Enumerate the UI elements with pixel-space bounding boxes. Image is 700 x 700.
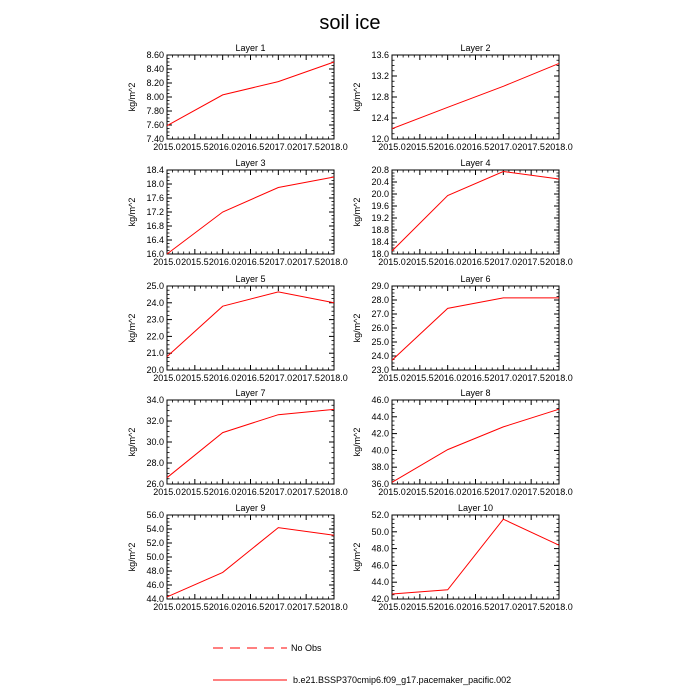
x-tick-label: 2016.5 [236, 373, 265, 383]
x-tick-label: 2015.0 [378, 487, 406, 497]
y-tick-label: 25.0 [146, 281, 164, 291]
x-tick-label: 2017.5 [292, 142, 320, 152]
y-axis-label: kg/m^2 [352, 542, 362, 572]
y-tick-label: 16.4 [146, 235, 164, 245]
y-tick-label: 7.60 [146, 120, 164, 130]
y-tick-label: 46.0 [371, 560, 389, 571]
y-tick-label: 42.0 [371, 594, 389, 604]
series-line [392, 519, 559, 594]
plot-frame [392, 170, 559, 254]
y-tick-label: 50.0 [371, 526, 389, 537]
panel-layer-3 [127, 158, 348, 267]
x-tick-label: 2017.5 [292, 257, 320, 267]
x-tick-label: 2015.0 [153, 373, 181, 383]
y-tick-label: 56.0 [146, 510, 164, 520]
x-tick-label: 2016.5 [461, 257, 490, 267]
panel-layer-5 [127, 274, 348, 383]
x-tick-label: 2016.5 [236, 257, 265, 267]
y-tick-label: 8.20 [146, 78, 164, 88]
x-tick-label: 2017.0 [489, 602, 518, 612]
series-line [167, 177, 334, 254]
x-tick-label: 2017.0 [264, 602, 293, 612]
x-tick-label: 2016.0 [208, 142, 237, 152]
y-tick-label: 18.0 [146, 179, 164, 189]
y-axis-label: kg/m^2 [127, 313, 137, 343]
x-tick-label: 2018.0 [545, 602, 573, 612]
x-tick-label: 2015.5 [181, 602, 209, 612]
x-tick-label: 2015.0 [378, 257, 406, 267]
y-tick-label: 40.0 [371, 445, 389, 456]
x-tick-label: 2015.5 [406, 487, 434, 497]
x-tick-label: 2016.0 [433, 373, 462, 383]
plot-frame [167, 55, 334, 139]
panel-layer-6 [352, 274, 573, 383]
y-tick-label: 16.0 [146, 249, 164, 259]
legend-label-no-obs: No Obs [291, 643, 322, 653]
y-tick-label: 20.0 [146, 365, 164, 375]
x-tick-label: 2016.5 [461, 602, 490, 612]
y-tick-label: 34.0 [146, 395, 164, 405]
x-tick-label: 2018.0 [320, 142, 348, 152]
y-tick-label: 23.0 [146, 314, 164, 325]
y-tick-label: 20.4 [371, 177, 389, 187]
y-axis-label: kg/m^2 [127, 82, 137, 112]
y-tick-label: 12.0 [371, 134, 389, 144]
x-tick-label: 2015.0 [378, 373, 406, 383]
y-tick-label: 24.0 [146, 297, 164, 308]
y-tick-label: 42.0 [371, 428, 389, 439]
panel-layer-8 [352, 388, 573, 497]
y-tick-label: 25.0 [371, 337, 389, 347]
x-tick-label: 2015.5 [181, 257, 209, 267]
x-tick-label: 2018.0 [320, 257, 348, 267]
y-tick-label: 13.6 [371, 50, 389, 60]
panel-layer-4 [352, 158, 573, 267]
x-tick-label: 2017.5 [292, 373, 320, 383]
y-tick-label: 38.0 [371, 462, 389, 473]
series-line [392, 172, 559, 252]
y-axis-label: kg/m^2 [352, 197, 362, 227]
y-tick-label: 8.00 [146, 92, 164, 102]
x-tick-label: 2018.0 [545, 142, 573, 152]
x-tick-label: 2017.0 [264, 142, 293, 152]
y-tick-label: 13.2 [371, 71, 389, 81]
panel-layer-1 [127, 43, 348, 152]
y-tick-label: 46.0 [146, 580, 164, 590]
y-tick-label: 18.0 [371, 249, 389, 259]
y-tick-label: 48.0 [146, 566, 164, 576]
x-tick-label: 2016.0 [208, 373, 237, 383]
x-tick-label: 2018.0 [320, 487, 348, 497]
y-tick-label: 30.0 [146, 437, 164, 447]
plot-frame [167, 170, 334, 254]
series-line [167, 409, 334, 477]
y-tick-label: 23.0 [371, 365, 389, 375]
plot-frame [392, 400, 559, 484]
y-axis-label: kg/m^2 [352, 313, 362, 343]
y-tick-label: 18.8 [371, 225, 389, 235]
x-tick-label: 2015.0 [378, 142, 406, 152]
x-tick-label: 2016.5 [236, 487, 265, 497]
y-tick-label: 17.2 [146, 207, 164, 217]
y-tick-label: 19.2 [371, 213, 389, 223]
y-tick-label: 20.8 [371, 165, 389, 175]
y-tick-label: 50.0 [146, 552, 164, 562]
panel-title: Layer 1 [235, 43, 266, 53]
x-tick-label: 2015.5 [406, 142, 434, 152]
x-tick-label: 2016.5 [461, 373, 490, 383]
y-tick-label: 27.0 [371, 309, 389, 319]
y-tick-label: 28.0 [146, 458, 164, 468]
y-tick-label: 22.0 [146, 331, 164, 342]
y-tick-label: 52.0 [371, 510, 389, 520]
panel-layer-9 [127, 503, 348, 612]
x-tick-label: 2017.0 [489, 487, 518, 497]
plot-frame [167, 400, 334, 484]
x-tick-label: 2015.5 [406, 373, 434, 383]
panel-title: Layer 4 [460, 158, 491, 168]
x-tick-label: 2016.0 [208, 487, 237, 497]
y-tick-label: 26.0 [146, 479, 164, 489]
y-tick-label: 26.0 [371, 323, 389, 333]
y-tick-label: 7.80 [146, 106, 164, 116]
x-tick-label: 2015.0 [153, 602, 181, 612]
panel-layer-10 [352, 503, 573, 612]
x-tick-label: 2017.5 [292, 487, 320, 497]
x-tick-label: 2017.0 [489, 257, 518, 267]
y-tick-label: 20.0 [371, 189, 389, 199]
x-tick-label: 2017.0 [264, 487, 293, 497]
y-tick-label: 18.4 [371, 237, 389, 247]
x-tick-label: 2017.5 [292, 602, 320, 612]
y-tick-label: 18.4 [146, 165, 164, 175]
x-tick-label: 2017.5 [517, 487, 545, 497]
panel-grid [127, 43, 573, 612]
x-tick-label: 2018.0 [545, 487, 573, 497]
panel-title: Layer 7 [235, 388, 266, 398]
panel-title: Layer 2 [460, 43, 491, 53]
legend [213, 643, 511, 685]
panel-title: Layer 8 [460, 388, 491, 398]
y-axis-label: kg/m^2 [352, 427, 362, 457]
y-tick-label: 52.0 [146, 538, 164, 548]
y-tick-label: 54.0 [146, 524, 164, 534]
y-tick-label: 17.6 [146, 193, 164, 203]
y-tick-label: 8.60 [146, 50, 164, 60]
series-line [167, 62, 334, 126]
y-tick-label: 21.0 [146, 348, 164, 359]
y-tick-label: 46.0 [371, 395, 389, 405]
x-tick-label: 2017.5 [517, 602, 545, 612]
y-axis-label: kg/m^2 [127, 197, 137, 227]
x-tick-label: 2018.0 [545, 257, 573, 267]
y-tick-label: 19.6 [371, 201, 389, 211]
x-tick-label: 2015.5 [181, 373, 209, 383]
x-tick-label: 2016.0 [208, 257, 237, 267]
panel-layer-2 [352, 43, 573, 152]
x-tick-label: 2017.0 [264, 257, 293, 267]
x-tick-label: 2016.5 [461, 487, 490, 497]
x-tick-label: 2016.5 [461, 142, 490, 152]
series-line [167, 528, 334, 597]
x-tick-label: 2018.0 [320, 373, 348, 383]
y-tick-label: 12.4 [371, 113, 389, 123]
x-tick-label: 2016.0 [208, 602, 237, 612]
x-tick-label: 2016.0 [433, 142, 462, 152]
x-tick-label: 2015.0 [153, 142, 181, 152]
x-tick-label: 2017.5 [517, 373, 545, 383]
figure-title: soil ice [319, 12, 381, 34]
x-tick-label: 2016.5 [236, 602, 265, 612]
y-tick-label: 44.0 [371, 411, 389, 422]
x-tick-label: 2017.5 [517, 142, 545, 152]
panel-layer-7 [127, 388, 348, 497]
x-tick-label: 2016.0 [433, 257, 462, 267]
x-tick-label: 2015.5 [181, 142, 209, 152]
y-tick-label: 24.0 [371, 351, 389, 361]
x-tick-label: 2017.0 [489, 373, 518, 383]
series-line [167, 292, 334, 357]
panel-title: Layer 10 [457, 503, 494, 513]
plot-frame [392, 286, 559, 370]
y-tick-label: 44.0 [146, 594, 164, 604]
x-tick-label: 2018.0 [545, 373, 573, 383]
legend-label-case: b.e21.BSSP370cmip6.f09_g17.pacemaker_pacific.002 [293, 675, 512, 685]
y-axis-label: kg/m^2 [127, 542, 137, 572]
x-tick-label: 2015.0 [153, 487, 181, 497]
y-tick-label: 7.40 [146, 134, 164, 144]
x-tick-label: 2017.0 [264, 373, 293, 383]
series-line [392, 63, 559, 128]
series-line [392, 298, 559, 360]
x-tick-label: 2018.0 [320, 602, 348, 612]
x-tick-label: 2017.5 [517, 257, 545, 267]
y-tick-label: 32.0 [146, 416, 164, 426]
x-tick-label: 2015.5 [406, 602, 434, 612]
x-tick-label: 2015.0 [153, 257, 181, 267]
y-axis-label: kg/m^2 [352, 82, 362, 112]
plot-frame [392, 515, 559, 599]
x-tick-label: 2016.0 [433, 602, 462, 612]
x-tick-label: 2015.5 [181, 487, 209, 497]
y-tick-label: 29.0 [371, 281, 389, 291]
y-tick-label: 8.40 [146, 64, 164, 74]
x-tick-label: 2015.0 [378, 602, 406, 612]
y-tick-label: 44.0 [371, 577, 389, 588]
x-tick-label: 2016.5 [236, 142, 265, 152]
x-tick-label: 2015.5 [406, 257, 434, 267]
x-tick-label: 2016.0 [433, 487, 462, 497]
panel-title: Layer 3 [235, 158, 266, 168]
panel-title: Layer 9 [235, 503, 266, 513]
y-axis-label: kg/m^2 [127, 427, 137, 457]
panel-title: Layer 6 [460, 274, 491, 284]
panel-title: Layer 5 [235, 274, 266, 284]
y-tick-label: 16.8 [146, 221, 164, 231]
y-tick-label: 28.0 [371, 295, 389, 305]
y-tick-label: 48.0 [371, 543, 389, 554]
y-tick-label: 36.0 [371, 479, 389, 489]
y-tick-label: 12.8 [371, 92, 389, 102]
x-tick-label: 2017.0 [489, 142, 518, 152]
series-line [392, 409, 559, 482]
